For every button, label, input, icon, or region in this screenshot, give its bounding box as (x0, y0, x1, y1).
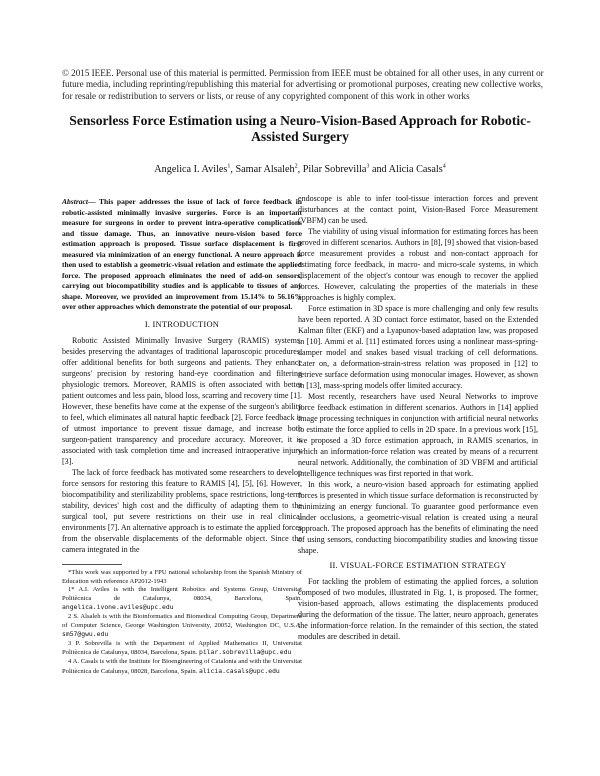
author-name: Angelica I. Aviles (154, 164, 228, 175)
paragraph: The viability of using visual information for estimating forces has been proved in different scenarios. Authors in [8], [9] showed that vision-based force measurement provides a robust and non-contact approach for estimating force feedback, in macro- and micro-scale systems, in which displacement of the object's contour was enough to recover the applied forces. However, calculating the properties of the materials in these approaches is highly complex. (298, 227, 538, 302)
paragraph: Most recently, researchers have used Neural Networks to improve force feedback estimation in different scenarios. Authors in [14] applied image processing techniques in conjunction with artificial neural networks to estimate the force applied to cells in 2D space. In a previous work [15], we proposed a 3D force estimation approach, in RAMIS scenarios, in which an information-force relation was created by means of a recurrent neural network. Additionally, the combination of 3D VBFM and artificial intelligence techniques was first reported in that work. (298, 392, 538, 478)
abstract-text: This paper addresses the issue of lack of force feedback in robotic-assisted minimally invasive surgeries. Force is an important measure for surgeons in order to prevent intra-operative complications and tissue damage. Thus, an innovative neuro-vision based force estimation approach is proposed. Tissue surface displacement is first measured via minimization of an energy functional. A neuro approach is then used to establish a geometric-visual relation and estimate the applied force. The proposed approach eliminates the need of add-on sensors, carrying out biocompatibility studies and is applicable to tissues of any shape. Moreover, we provided an improvement from 15.14% to 56.16% over other approaches which demonstrate the potential of our proposal. (62, 197, 302, 312)
author-affiliation: 1 (227, 163, 231, 170)
footnote-email: sm57@gwu.edu (62, 630, 109, 639)
author-separator: , (297, 164, 303, 175)
copyright-notice: © 2015 IEEE. Personal use of this material is permitted. Permission from IEEE must be obtained for all other uses, in any current or future media, including reprinting/republishing this material for advertising or promotional purposes, creating new collective works, for resale or redistribution to servers or lists, or reuse of any copyrighted component of this work in other works (62, 68, 544, 101)
section-heading-introduction: I. INTRODUCTION (144, 319, 220, 330)
footnote (62, 613, 302, 640)
author-affiliation: 3 (366, 163, 370, 170)
footnote (62, 640, 302, 658)
footnote (62, 569, 302, 586)
author-affiliation: 2 (294, 163, 298, 170)
author-separator: , (230, 164, 236, 175)
right-column (298, 193, 538, 642)
author-list (60, 164, 540, 176)
footnote-text: 4 A. Casals is with the Institute for Bioengineering of Catalonia and with the Universitat Politècnica de Catalunya, 08028, Barcelona, Spain. (62, 657, 302, 675)
footnote-text: 3 P. Sobrevilla is with the Department of Applied Mathematics II, Universitat Politècnica de Catalunya, 08034, Barcelona, Spain. (62, 639, 302, 657)
footnote-email: alicia.casals@upc.edu (198, 666, 280, 675)
paragraph: For tackling the problem of estimating the applied forces, a solution composed of two modules, illustrated in Fig. 1, is proposed. The former, vision-based approach, allows estimating the displacements produced during the deformation of the tissue. The latter, neuro approach, generates the information-force relation. In the remainder of this section, the stated modules are described in detail. (298, 577, 538, 641)
abstract-label: Abstract— (62, 197, 96, 206)
footnote-text: 1* A.I. Aviles is with the Intelligent Robotics and Systems Group, Universitat Politècnica de Catalunya, 08034, Barcelona, Spain. (62, 586, 302, 602)
author-affiliation: 4 (442, 163, 446, 170)
paragraph: The lack of force feedback has motivated some researchers to develop force sensors for restoring this feature to RAMIS [4], [5], [6]. However, biocompatibility and sterilizability problems, space restrictions, long-term stability, devices' high cost and the difficulty of adapting them to the surgical tool, put severe restrictions on their use in real clinical environments [7]. An alternative approach is to estimate the applied forces from the observable displacements of the deformable object. Since the camera integrated in the (62, 468, 302, 555)
left-column (62, 197, 302, 676)
footnote-text: *This work was supported by a FPU national scholarship from the Spanish Ministry of Education with reference AP2012-1943 (62, 569, 302, 585)
author-separator: and (369, 164, 389, 175)
paragraph: Robotic Assisted Minimally Invasive Surgery (RAMIS) systems, besides preserving the advantages of traditional laparoscopic procedures, offer additional benefits for both surgeons and patients. They enhance surgeons' precision by restoring hand-eye coordination and filtering physiologic tremors. Moreover, RAMIS is often associated with better patient outcomes and less pain, blood loss, scarring and recovery time [1]. However, these benefits have come at the expense of the surgeon's ability to feel, which eliminates all natural haptic feedback [2]. Force feedback is of utmost importance to prevent tissue damage, and increase both surgeon-patient transparency and procedure accuracy. Moreover, it is associated with task completion time and increased intraoperative injury [3]. (62, 336, 302, 467)
paragraph: In this work, a neuro-vision based approach for estimating applied forces is presented in which tissue surface deformation is reconstructed by minimizing an energy funcional. To guarantee good performance even under occlusions, a geometric-visual relation is created using a neural approach. The proposed approach has the benefits of eliminating the need of using sensors, conducting biocompatibility studies and knowing tissue shape. (298, 480, 538, 555)
section-heading-strategy: II. VISUAL-FORCE ESTIMATION STRATEGY (329, 560, 507, 570)
paper-title: Sensorless Force Estimation using a Neuro-Vision-Based Approach for Robotic-Assisted Surgery (69, 113, 531, 144)
footnote-email: angelica.ivone.aviles@upc.edu (62, 603, 174, 612)
footnote-email: pilar.sobrevilla@upc.edu (198, 648, 292, 657)
abstract (62, 197, 302, 313)
footnote (62, 586, 302, 613)
paragraph: endoscope is able to infer tool-tissue interaction forces and prevent disturbances at the contact point, Vision-Based Force Measurement (VBFM) can be used. (298, 194, 538, 225)
footnote-text: 2 S. Alsaleh is with the Bioinformatics and Biomedical Computing Group, Department of Computer Science, George Washington University, 20052, Washington DC, U.S.A. (62, 612, 302, 629)
paragraph: Force estimation in 3D space is more challenging and only few results have been reported. A 3D contact force estimator, based on the Extended Kalman filter (EKF) and a Lyapunov-based adaptation law, was proposed in [10]. Ammi et al. [11] estimated forces using a nonlinear mass-spring-damper model and snakes based visual tracking of cell deformations. Later on, a deformation-strain-stress relation was proposed in [12] to retrieve surface deformation using monocular images. However, as shown in [13], mass-spring models offer limited accuracy. (298, 304, 538, 390)
footnote-divider (62, 564, 122, 565)
author-name: Alicia Casals (388, 164, 443, 175)
author-name: Samar Alsaleh (235, 164, 295, 175)
footnote (62, 658, 302, 676)
author-name: Pilar Sobrevilla (302, 164, 367, 175)
